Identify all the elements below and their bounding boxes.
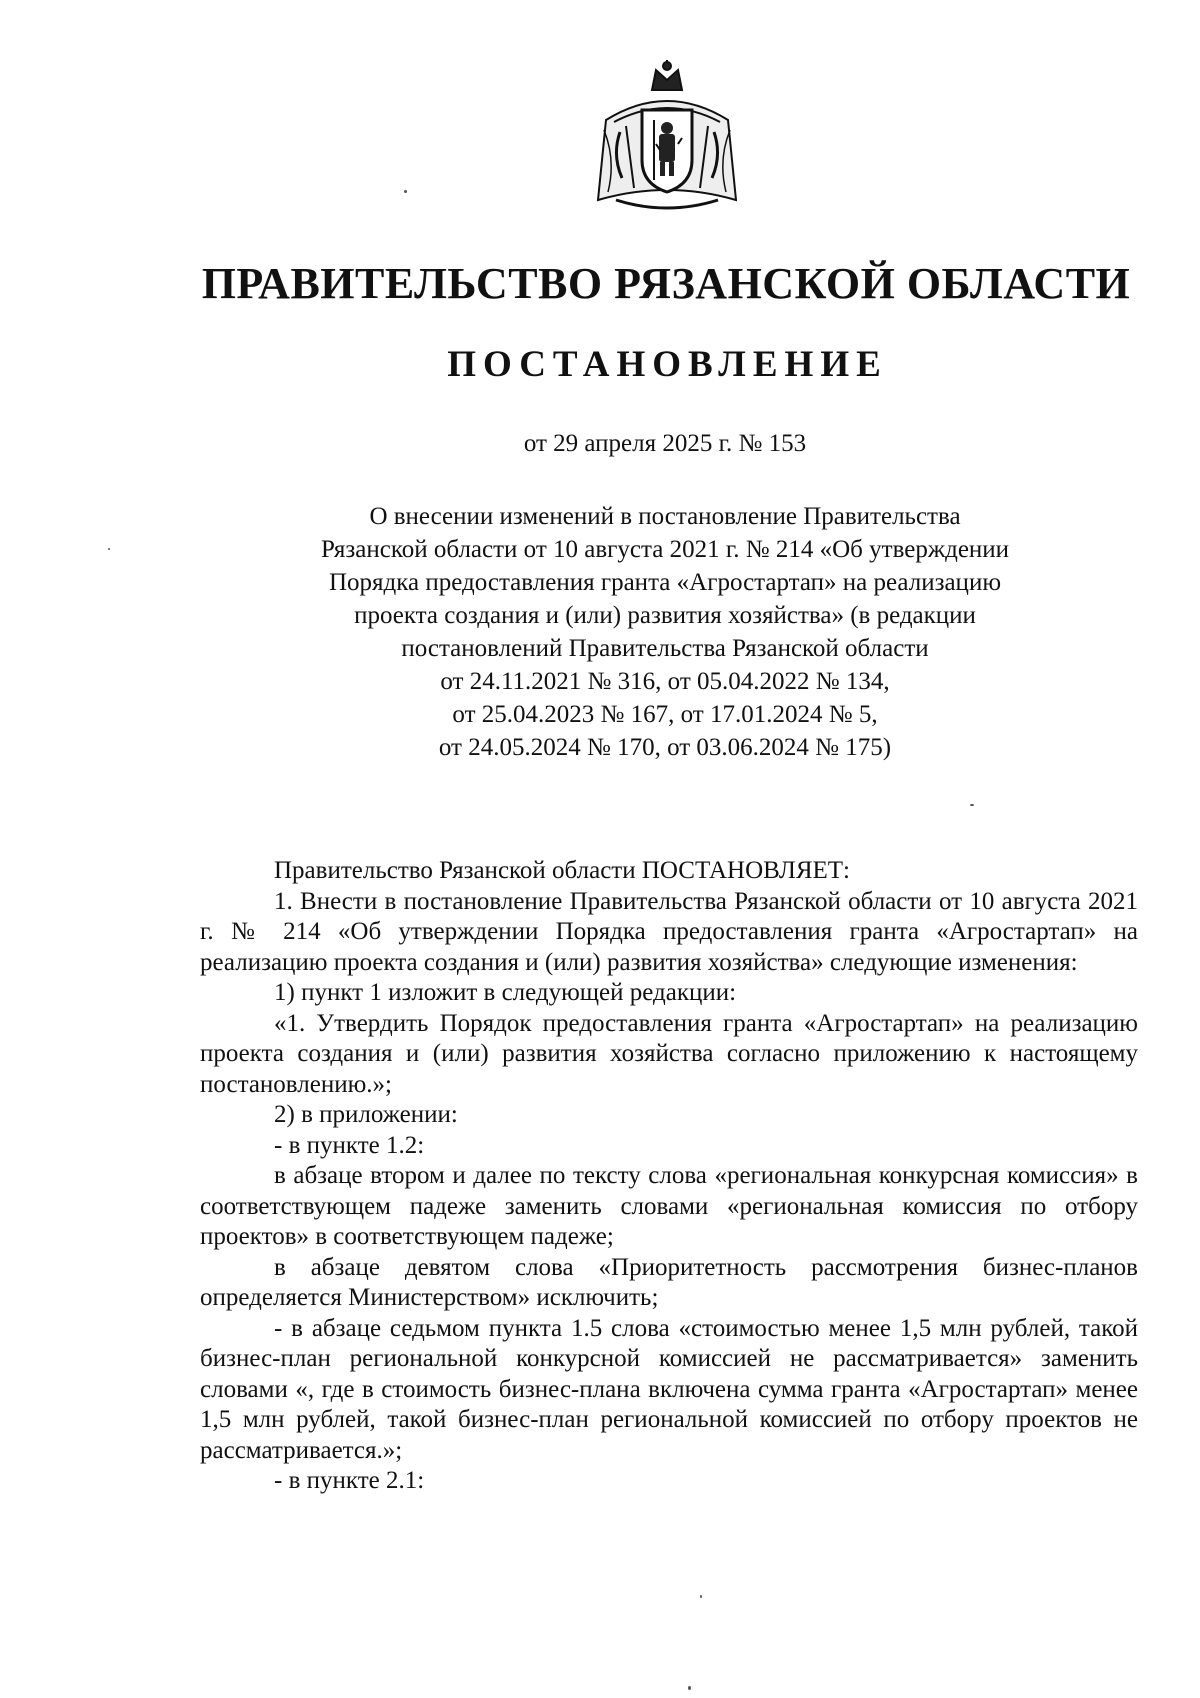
paragraph-subitem-2: 2) в приложении: — [274, 1101, 458, 1128]
scan-speck — [404, 190, 407, 193]
heading-line: от 24.05.2024 № 170, от 03.06.2024 № 175) — [438, 734, 892, 761]
paragraph-amendment-1: в абзаце втором и далее по тексту слова «региональная конкурсная комиссия» в соответствующем падеже заменить словами «региональная комиссия по отбору проектов» в соответствующем падеже; — [200, 1162, 1138, 1250]
paragraph-item-1: 1. Внести в постановление Правительства Рязанской области от 10 августа 2021 г. № 214 «Об утверждении Порядка предоставления гранта «Агростартап» на реализацию проекта создания и (или) развития хозяйства» следующие изменения: — [200, 887, 1138, 976]
document-body — [200, 856, 1138, 1497]
paragraph-quote: «1. Утвердить Порядок предоставления гранта «Агростартап» на реализацию проекта создания и (или) развития хозяйства согласно приложению к настоящему постановлению.»; — [200, 1009, 1138, 1098]
scan-speck — [688, 1686, 691, 1690]
document-type: ПОСТАНОВЛЕНИЕ — [447, 344, 888, 385]
organization-title: ПРАВИТЕЛЬСТВО РЯЗАНСКОЙ ОБЛАСТИ — [201, 259, 1131, 308]
document-heading — [260, 500, 1070, 764]
paragraph-amendment-2: в абзаце девятом слова «Приоритетность рассмотрения бизнес-планов определяется Министерством» исключить; — [200, 1253, 1138, 1311]
heading-line: Порядка предоставления гранта «Агростартап» на реализацию — [328, 569, 1001, 596]
heading-line: от 25.04.2023 № 167, от 17.01.2024 № 5, — [452, 701, 878, 728]
paragraph-dash-2: - в пункте 2.1: — [274, 1467, 425, 1494]
scan-speck — [108, 548, 110, 550]
scan-speck — [970, 804, 974, 806]
heading-line: проекта создания и (или) развития хозяйства» (в редакции — [354, 602, 976, 629]
heading-line: О внесении изменений в постановление Правительства — [369, 503, 961, 530]
heading-line: от 24.11.2021 № 316, от 05.04.2022 № 134, — [440, 668, 890, 695]
coat-of-arms-icon — [586, 60, 748, 220]
scan-speck — [700, 1595, 702, 1598]
resolution-intro: Правительство Рязанской области ПОСТАНОВЛЯЕТ: — [274, 857, 850, 884]
document-date-number: от 29 апреля 2025 г. № 153 — [523, 430, 807, 457]
heading-line: Рязанской области от 10 августа 2021 г. № 214 «Об утверждении — [320, 536, 1010, 563]
heading-line: постановлений Правительства Рязанской области — [401, 635, 929, 662]
paragraph-subitem-1: 1) пункт 1 изложит в следующей редакции: — [274, 979, 737, 1006]
paragraph-amendment-3: - в абзаце седьмом пункта 1.5 слова «стоимостью менее 1,5 млн рублей, такой бизнес-план региональной конкурсной комиссией не рассматривается» заменить словами «, где в стоимость бизнес-плана включена сумма гранта «Агростартап» менее 1,5 млн рублей, такой бизнес-план региональной комиссией по отбору проектов не рассматривается.»; — [200, 1314, 1138, 1464]
paragraph-dash-1: - в пункте 1.2: — [274, 1131, 425, 1159]
